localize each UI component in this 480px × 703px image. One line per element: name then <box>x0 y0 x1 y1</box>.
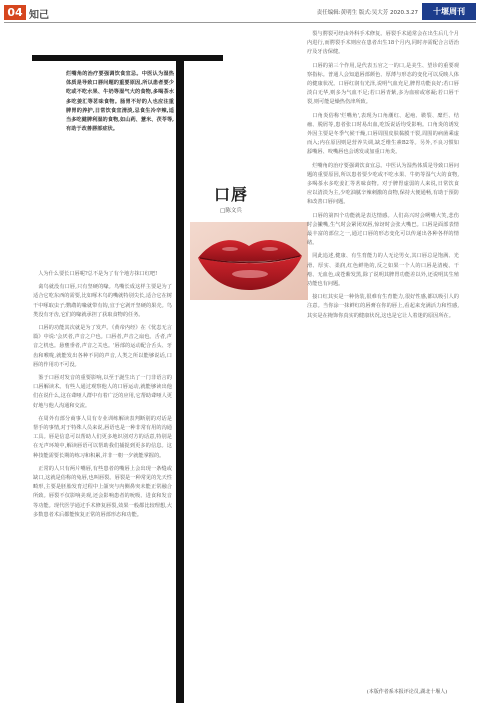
paragraph: 口唇的第四个功能就是表达情感。人们高兴时会咧嘴大笑,悲伤时会撇嘴,生气时会紧闭双唇,惊讶时会张大嘴巴。口唇是面部表情最丰富的部位之一,通过口唇的形态变化可以传递出各种各样的情绪。 <box>307 212 459 247</box>
editor-meta: 责任编辑:黄明生 版式:吴大芳 2020.3.27 <box>316 10 418 16</box>
paragraph: 在周外有部分商事人员有专业训练解读表判断别的对话是帮手的事情,对于特殊人员来说,唇语也是一种非常有用的沟通工具。唇是信息可以帮助人们更多地识别对方的话意,特别是在无声环境中,解读唇语可以帮助我们捕捉到更多的信息。这种技能需要长期的练习和积累,并非一朝一夕就能掌握的。 <box>33 415 172 459</box>
paragraph: 同此追述,健康、有生育能力的人无论男女,其口唇总是饱满、光滑、厚实、柔润,红色鲜艳的,反之如果一个人的口唇是清瘦、干瘪、无血色,或苍紫发黑,除了说明其脾胃功能差以外,还说明其生殖功能也有问题。 <box>307 253 459 288</box>
paragraph: 正常的人只有两片嘴唇,有些患者的嘴唇上会出现一条缝或缺口,这就是俗称的兔唇,也叫唇裂。唇裂是一种常见的先天性畸形,主要是胚胎发育过程中上颌突与内侧鼻突未能正常融合所致。唇裂不仅影响美观,还会影响患者的吮吸、进食和发音等功能。现代医学通过手术修复唇裂,效果一般都比较理想,大多数患者术后都能恢复正常的唇部形态和功能。 <box>33 465 172 518</box>
decorative-bar-vertical <box>176 55 184 703</box>
header-rule <box>4 22 476 23</box>
section-title: 知己 <box>29 10 49 21</box>
paragraph: 烂嘴角的治疗要强调饮食宜忌。中医认为湿热体质是导致口唇问题的重要原因,所以患者要少吃或不吃水果、牛奶等湿气大的食物,多喝茶水多吃姜汇等茗味食物。对于脾胃虚弱的人来说,日常饮食应以清淡为主,少吃油腻辛辣刺激的食物,保持大便通畅,有助于预防和改善口唇问题。 <box>307 162 459 206</box>
article-footnote: (本版作者系本报评论员,湖北十堰人) <box>366 689 448 695</box>
article-title: 口唇 <box>213 185 248 204</box>
article-column-right <box>307 30 459 325</box>
paragraph: 人为什么要长口唇呢?总不是为了有个地方抹口红吧! <box>38 271 158 277</box>
paragraph: 裂与腭裂可经由外科手术修复。唇裂手术通常会在出生后几个月内进行,而腭裂手术则应在患者出生18个月内,同时亦需配合言语治疗及牙齿保健。 <box>307 31 459 56</box>
paragraph: 口唇的功能其次就是为了发声。《黄帝内经》在《忧恚无言篇》中说:'会厌者,声音之户也。口唇者,声音之扇也。舌者,声音之机也。悬壅垂者,声音之关也。'唇部的运动配合舌头、牙齿和喉咙,就能发出各种不同的声音,人类之所以能够说话,口唇的作用功不可没。 <box>33 325 172 368</box>
paragraph: 鉴于口唇对发音的重要影响,以至于誕生出了一门非语言的口唇解读术。有些人通过观察他人的口唇运动,就能够读出他们在说什么,这在聋哑人群中有着广泛的应用,它帮助聋哑人更好地与他人沟通和交流。 <box>33 375 172 409</box>
paragraph: 接口红其实是一种伪装,很难有生育能力,很好性感,都以吸引人的注意。当你涂一抹鲜红的唇膏在你的唇上,看起来充满活力和性感,其实是在掩饰你真实的健康状况,这也是它让人着迷的原因所在。 <box>307 294 459 319</box>
masthead-logo: 十堰周刊 <box>422 3 476 20</box>
paragraph: 口唇的第三个作用,是代表五官之一的口,是美生、望诊的重要观察指标。普通人会知道唇部颜色、厚薄与形态的变化可以反映人体的健康状况。口唇红润有光泽,说明气血充足,脾胃功能良好;若口唇淡白无华,则多为气血不足;若口唇青紫,多为血瘀或寒凝;若口唇干裂,则可能是燥热伤津所致。 <box>307 62 459 106</box>
paragraph: 口角炎俗称'烂嘴角',表现为口角潮红、起疱、皲裂、糜烂、结痂、脱屑等,患者张口时易出血,吃饭说话均受影响。口角炎的诱发外因主要是冬季气候干燥,口唇周围皮肤黏膜干裂,周围的病菌乘虚而入;内在原因则是营养失调,缺乏维生素B2等。另外,不良习惯如舔嘴唇、咬嘴唇也会诱发或加重口角炎。 <box>307 112 459 156</box>
page-header <box>0 0 480 22</box>
article-column-left <box>33 270 172 524</box>
paragraph: 禽鸟就没有口唇,只有坚硬的喙。鸟嘴长成这样主要是为了适合它吃东西的需要,比如啄木鸟的嘴就特别尖长,适合它在树干中啄取虫子;鹦鹉的喙就带有钩,宜于它剥开坚硬的果壳。鸟类没有牙齿,它们的喙就承担了获取食物的任务。 <box>33 284 172 318</box>
article-author: □陈文兵 <box>220 208 242 214</box>
decorative-bar-horizontal <box>32 55 223 61</box>
lips-illustration <box>190 222 308 300</box>
article-intro: 烂嘴角的治疗要强调饮食宜忌。中医认为湿热体质是导致口唇问题的重要原因,所以患者要少吃或不吃水果、牛奶等湿气大的食物,多喝茶水多吃姜汇等茗味食物。肠胃不好的人也应注重脾胃的养护,日常饮食宜清淡,忌食生冷辛辣,适当多吃健脾利湿的食物,如山药、薏米、茯苓等,有助于改善唇部症状。 <box>66 71 174 133</box>
page-number: 04 <box>4 5 26 20</box>
